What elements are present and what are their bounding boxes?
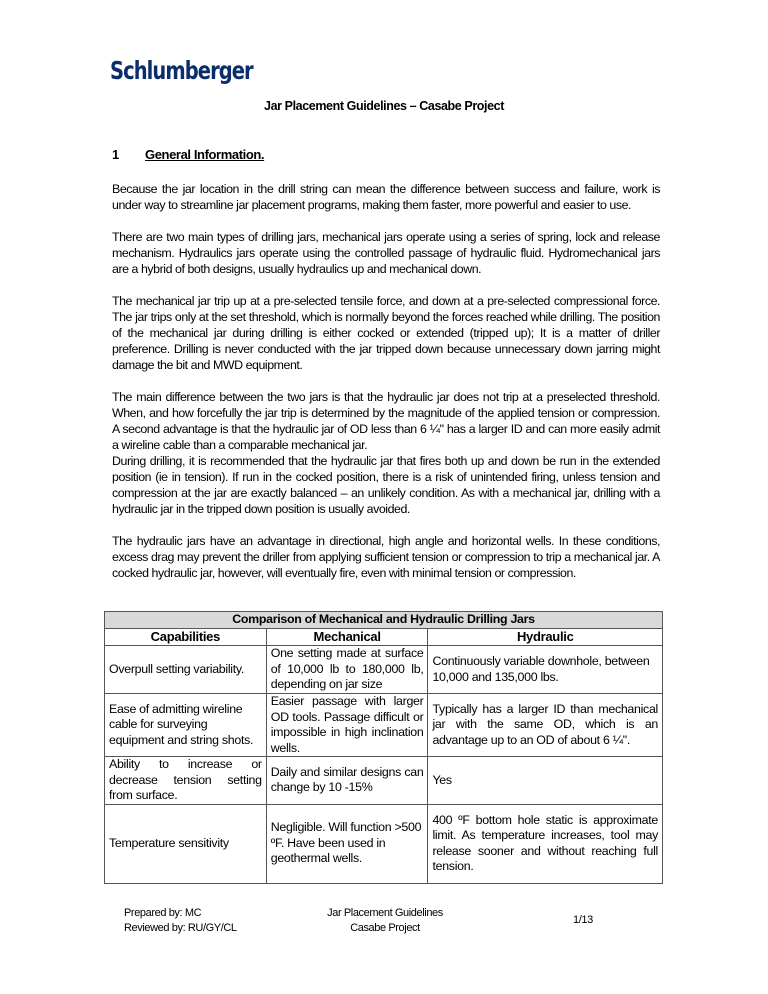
table-caption: Comparison of Mechanical and Hydraulic Drilling Jars <box>105 612 663 629</box>
section-heading <box>112 147 264 162</box>
paragraph-intro: Because the jar location in the drill string can mean the difference between success and failure, work is under way to streamline jar placement programs, making them faster, more powerful and easier to use. <box>112 182 660 212</box>
table-cell: Yes <box>428 757 663 805</box>
footer-title-line1: Jar Placement Guidelines <box>327 907 443 919</box>
footer-title-line2: Casabe Project <box>350 922 420 934</box>
table-row <box>105 694 663 757</box>
table-cell: Daily and similar designs can change by 10 -15% <box>266 757 428 805</box>
table-cell: 400 ºF bottom hole static is approximate limit. As temperature increases, tool may release sooner and without reaching full tension. <box>428 804 663 883</box>
table-cell: Ability to increase or decrease tension setting from surface. <box>105 757 267 805</box>
table-cell: Easier passage with larger OD tools. Passage difficult or impossible in high inclination wells. <box>266 694 428 757</box>
document-title: Jar Placement Guidelines – Casabe Project <box>264 99 504 113</box>
column-header-mechanical: Mechanical <box>266 629 428 646</box>
table-header-row <box>105 629 663 646</box>
table-cell: Typically has a larger ID than mechanical jar with the same OD, which is an advantage up to an OD of about 6 ¼". <box>428 694 663 757</box>
comparison-table <box>104 611 663 884</box>
table-cell: Continuously variable downhole, between 10,000 and 135,000 lbs. <box>428 646 663 694</box>
paragraph-jar-types: There are two main types of drilling jars, mechanical jars operate using a series of spring, lock and release mechanism. Hydraulics jars operate using the controlled passage of hydraulic fluid. Hydromechanical jars are a hybrid of both designs, usually hydraulics up and mechanical down. <box>112 230 660 276</box>
column-header-capabilities: Capabilities <box>105 629 267 646</box>
footer-page-number: 1/13 <box>573 914 593 926</box>
section-number: 1 <box>112 147 120 162</box>
table-cell: Ease of admitting wireline cable for surveying equipment and string shots. <box>105 694 267 757</box>
table-row <box>105 757 663 805</box>
paragraph-main-difference: The main difference between the two jars is that the hydraulic jar does not trip at a preselected threshold. When, and how forcefully the jar trip is determined by the magnitude of the applied tension or compression. A second advantage is that the hydraulic jar of OD less than 6 ¼" has a larger ID and can more easily admit a wireline cable than a comparable mechanical jar. <box>112 390 660 452</box>
section-title: General Information. <box>145 147 265 162</box>
table-row <box>105 646 663 694</box>
paragraph-hydraulic-advantage: The hydraulic jars have an advantage in directional, high angle and horizontal wells. In these conditions, excess drag may prevent the driller from applying sufficient tension or compression to trip a mechanical jar. A cocked hydraulic jar, however, will eventually fire, even with minimal tension or compression. <box>112 534 660 580</box>
table-cell: One setting made at surface of 10,000 lb to 180,000 lb, depending on jar size <box>266 646 428 694</box>
table-cell: Negligible. Will function >500 ºF. Have been used in geothermal wells. <box>266 804 428 883</box>
footer-authors <box>124 906 237 936</box>
schlumberger-logo: Schlumberger <box>110 56 253 85</box>
footer-prepared-by: Prepared by: MC <box>124 907 202 919</box>
table-caption-row <box>105 612 663 629</box>
table-row <box>105 804 663 883</box>
paragraph-during-drilling: During drilling, it is recommended that the hydraulic jar that fires both up and down be run in the extended position (ie in tension). If run in the cocked position, there is a risk of unintended firing, unless tension and compression at the jar are exactly balanced – an unlikely condition. As with a mechanical jar, drilling with a hydraulic jar in the tripped down position is usually avoided. <box>112 454 660 516</box>
footer-reviewed-by: Reviewed by: RU/GY/CL <box>124 922 237 934</box>
table-cell: Overpull setting variability. <box>105 646 267 694</box>
table-cell: Temperature sensitivity <box>105 804 267 883</box>
footer-document-info <box>300 906 470 936</box>
paragraph-mechanical-jar: The mechanical jar trip up at a pre-selected tensile force, and down at a pre-selected compressional force. The jar trips only at the set threshold, which is normally beyond the forces reached while drilling. The position of the mechanical jar during drilling is either cocked or extended (tripped up); It is a matter of driller preference. Drilling is never conducted with the jar tripped down because unnecessary down jarring might damage the bit and MWD equipment. <box>112 294 660 372</box>
column-header-hydraulic: Hydraulic <box>428 629 663 646</box>
